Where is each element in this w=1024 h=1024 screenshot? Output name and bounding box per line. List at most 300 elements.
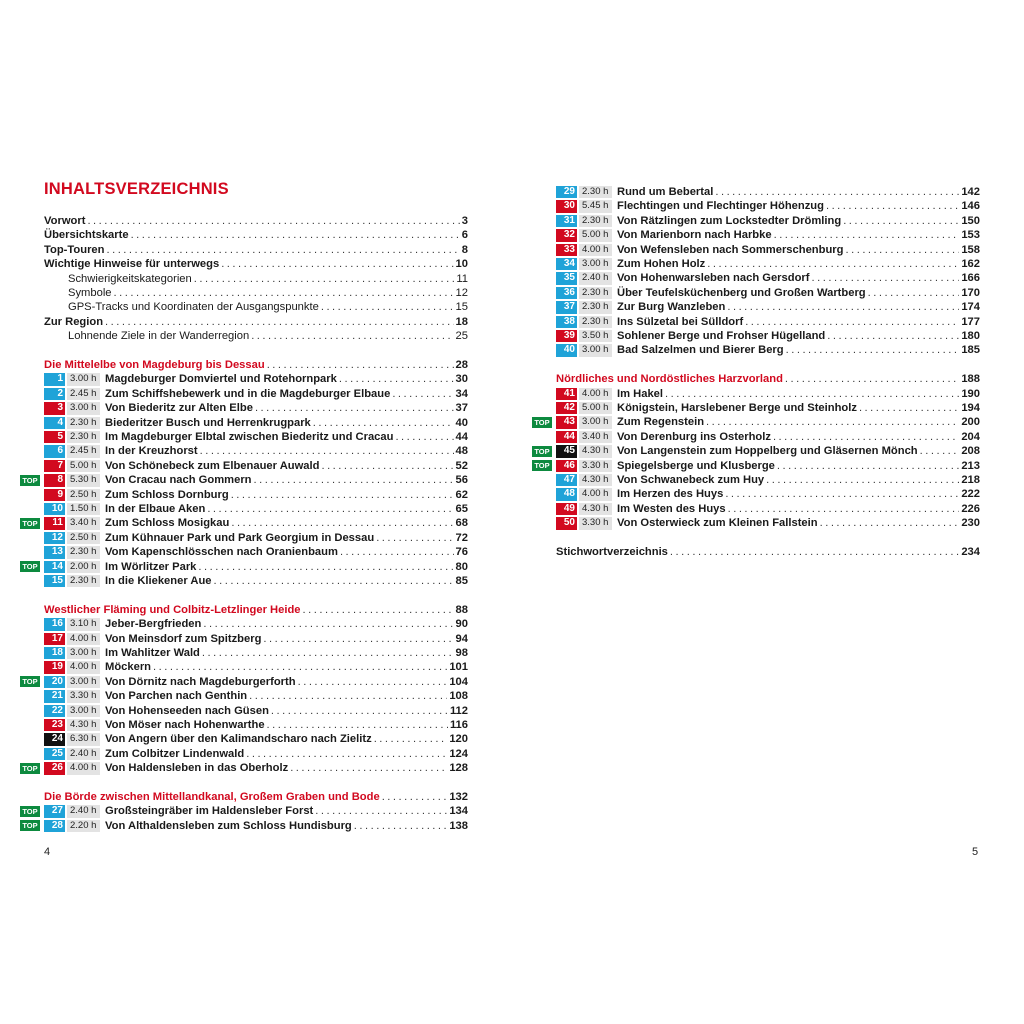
tour-duration: 2.30 h [67, 546, 100, 559]
dot-leader [766, 473, 959, 487]
toc-entry [68, 300, 468, 314]
dot-leader [249, 689, 447, 703]
dot-leader [251, 329, 453, 343]
entry-title: Von Hohenwarsleben nach Gersdorf [617, 272, 810, 285]
top-tour-badge: TOP [532, 460, 552, 471]
tour-number-badge: 20 [44, 676, 65, 689]
entry-page-number: 162 [961, 258, 980, 270]
tour-duration: 2.50 h [67, 489, 100, 502]
tour-entry [44, 488, 468, 502]
tour-number-badge: 14 [44, 561, 65, 574]
dot-leader [207, 502, 453, 516]
entry-page-number: 234 [961, 546, 980, 558]
tour-entry [44, 747, 468, 761]
dot-leader [339, 372, 454, 386]
tour-duration: 3.40 h [67, 517, 100, 530]
tour-entry [44, 718, 468, 732]
tour-number-badge: 17 [44, 633, 65, 646]
entry-page-number: 34 [455, 387, 468, 400]
top-tour-badge: TOP [20, 676, 40, 687]
entry-page-number: 132 [449, 791, 468, 803]
dot-leader [246, 747, 447, 761]
entry-page-number: 150 [961, 214, 980, 227]
tour-entry [556, 228, 980, 242]
tour-duration: 2.30 h [579, 215, 612, 228]
tour-duration: 4.00 h [67, 661, 100, 674]
entry-page-number: 108 [449, 690, 468, 703]
tour-duration: 4.30 h [67, 719, 100, 732]
tour-entry [44, 632, 468, 646]
entry-title: Von Hohenseeden nach Güsen [105, 704, 269, 717]
tour-number-badge: 18 [44, 647, 65, 660]
tour-entry [556, 214, 980, 228]
tour-entry [44, 804, 468, 818]
entry-page-number: 226 [961, 502, 980, 515]
tour-number-badge: 1 [44, 373, 65, 386]
dot-leader [203, 617, 453, 631]
dot-leader [202, 646, 454, 660]
tour-entry [556, 430, 980, 444]
tour-entry [556, 286, 980, 300]
dot-leader [920, 444, 960, 458]
tour-entry [44, 689, 468, 703]
entry-page-number: 146 [961, 200, 980, 213]
tour-number-badge: 33 [556, 244, 577, 257]
entry-title: Lohnende Ziele in der Wanderregion [68, 330, 250, 343]
entry-title: Von Schwanebeck zum Huy [617, 474, 765, 486]
dot-leader [785, 372, 959, 386]
entry-title: Zum Schiffshebewerk und in die Magdeburger Elbaue [105, 387, 391, 400]
tour-number-badge: 44 [556, 431, 577, 444]
tour-entry [556, 185, 980, 199]
entry-title: Von Parchen nach Genthin [105, 690, 248, 703]
dot-leader [263, 632, 453, 646]
entry-page-number: 218 [961, 474, 980, 486]
entry-title: In der Elbaue Aken [105, 503, 206, 515]
entry-title: Zum Hohen Holz [617, 258, 706, 270]
entry-page-number: 48 [455, 445, 468, 458]
tour-number-badge: 30 [556, 200, 577, 213]
dot-leader [665, 387, 959, 401]
dot-leader [87, 214, 459, 228]
tour-number-badge: 11 [44, 517, 65, 530]
entry-title: Bad Salzelmen und Bierer Berg [617, 344, 784, 357]
tour-entry [44, 430, 468, 444]
toc-entry [68, 329, 468, 343]
dot-leader [706, 415, 959, 429]
dot-leader [725, 487, 959, 501]
dot-leader [392, 387, 453, 401]
tour-duration: 2.50 h [67, 532, 100, 545]
entry-title: Von Angern über den Kalimandscharo nach Zielitz [105, 733, 372, 746]
tour-duration: 2.30 h [579, 186, 612, 199]
entry-title: Spiegelsberge und Klusberge [617, 459, 775, 472]
tour-duration: 2.45 h [67, 445, 100, 458]
tour-number-badge: 49 [556, 503, 577, 516]
dot-leader [859, 401, 959, 415]
tour-entry [556, 401, 980, 415]
tour-number-badge: 6 [44, 445, 65, 458]
entry-page-number: 134 [449, 805, 468, 818]
dot-leader [271, 704, 448, 718]
entry-title: Von Derenburg ins Osterholz [617, 430, 771, 443]
entry-title: Schwierigkeitskategorien [68, 272, 192, 285]
entry-page-number: 213 [961, 459, 980, 472]
entry-page-number: 40 [455, 416, 468, 429]
entry-page-number: 56 [455, 474, 468, 487]
tour-entry [44, 531, 468, 545]
section-heading [44, 790, 468, 804]
page-number-left: 4 [44, 846, 51, 858]
entry-title: Zum Kühnauer Park und Park Georgium in Dessau [105, 531, 375, 544]
dot-leader [267, 358, 454, 372]
dot-leader [786, 343, 960, 357]
tour-number-badge: 46 [556, 460, 577, 473]
entry-title: Rund um Bebertal [617, 186, 714, 198]
entry-title: Im Hakel [617, 387, 664, 400]
tour-duration: 3.30 h [67, 690, 100, 703]
tour-duration: 2.30 h [579, 287, 612, 300]
entry-title: Von Wefensleben nach Sommerschenburg [617, 243, 844, 256]
tour-number-badge: 10 [44, 503, 65, 516]
toc-entry [44, 228, 468, 242]
entry-title: Zum Schloss Mosigkau [105, 517, 230, 530]
tour-entry [44, 502, 468, 516]
tour-entry [556, 387, 980, 401]
entry-title: GPS-Tracks und Koordinaten der Ausgangspunkte [68, 301, 319, 314]
tour-entry [556, 516, 980, 530]
dot-leader [231, 488, 454, 502]
entry-page-number: 30 [455, 373, 468, 386]
dot-leader [200, 444, 454, 458]
tour-duration: 2.00 h [67, 561, 100, 574]
tour-duration: 3.50 h [579, 330, 612, 343]
tour-duration: 4.30 h [579, 474, 612, 487]
entry-title: Zum Regenstein [617, 416, 705, 429]
entry-title: Die Mittelelbe von Magdeburg bis Dessau [44, 359, 265, 371]
tour-number-badge: 37 [556, 301, 577, 314]
entry-page-number: 11 [456, 272, 468, 285]
entry-page-number: 28 [455, 359, 468, 371]
entry-title: Vom Kapenschlösschen nach Oranienbaum [105, 546, 338, 559]
entry-title: Von Möser nach Hohenwarthe [105, 719, 265, 731]
tour-number-badge: 26 [44, 762, 65, 775]
tour-duration: 3.30 h [579, 517, 612, 530]
top-tour-badge: TOP [20, 820, 40, 831]
tour-entry [44, 560, 468, 574]
tour-duration: 4.00 h [579, 244, 612, 257]
toc-entry [44, 214, 468, 228]
entry-title: Biederitzer Busch und Herrenkrugpark [105, 416, 311, 429]
entry-title: Ins Sülzetal bei Sülldorf [617, 315, 744, 328]
tour-entry [556, 459, 980, 473]
dot-leader [254, 473, 454, 487]
entry-page-number: 8 [461, 243, 468, 256]
tour-duration: 2.30 h [67, 417, 100, 430]
tour-number-badge: 5 [44, 431, 65, 444]
tour-duration: 2.45 h [67, 388, 100, 401]
entry-title: Sohlener Berge und Frohser Hügelland [617, 330, 826, 342]
tour-number-badge: 9 [44, 489, 65, 502]
tour-entry [44, 660, 468, 674]
entry-page-number: 90 [455, 618, 468, 631]
dot-leader [198, 560, 453, 574]
tour-entry [44, 732, 468, 746]
tour-duration: 4.30 h [579, 503, 612, 516]
entry-title: Zur Region [44, 315, 104, 328]
dot-leader [298, 675, 448, 689]
tour-duration: 5.00 h [67, 460, 100, 473]
entry-page-number: 204 [961, 430, 980, 443]
entry-page-number: 37 [455, 402, 468, 415]
tour-duration: 2.30 h [579, 316, 612, 329]
tour-entry [44, 516, 468, 530]
entry-title: Zur Burg Wanzleben [617, 301, 726, 314]
entry-page-number: 68 [455, 517, 468, 530]
section-heading [556, 372, 980, 386]
dot-leader [313, 416, 454, 430]
toc-entry [44, 243, 468, 257]
tour-duration: 4.30 h [579, 445, 612, 458]
tour-duration: 2.20 h [67, 820, 100, 833]
tour-duration: 2.40 h [579, 272, 612, 285]
entry-page-number: 44 [455, 431, 468, 443]
entry-title: Im Wörlitzer Park [105, 560, 197, 573]
dot-leader [315, 804, 447, 818]
entry-title: Von Dörnitz nach Magdeburgerforth [105, 675, 296, 688]
entry-page-number: 98 [455, 647, 468, 659]
tour-duration: 3.00 h [579, 344, 612, 357]
dot-leader [868, 286, 960, 300]
entry-page-number: 188 [961, 373, 980, 386]
entry-page-number: 194 [961, 402, 980, 414]
entry-page-number: 200 [961, 416, 980, 429]
tour-duration: 1.50 h [67, 503, 100, 516]
toc-entry [44, 257, 468, 271]
tour-duration: 2.30 h [67, 431, 100, 444]
entry-title: Symbole [68, 287, 112, 299]
entry-page-number: 180 [961, 330, 980, 342]
dot-leader [728, 502, 960, 516]
dot-leader [231, 516, 453, 530]
tour-number-badge: 43 [556, 416, 577, 429]
entry-title: Im Magdeburger Elbtal zwischen Biederitz und Cracau [105, 431, 394, 443]
tour-entry [44, 416, 468, 430]
dot-leader [827, 329, 959, 343]
tour-entry [556, 315, 980, 329]
tour-entry [44, 761, 468, 775]
entry-title: Von Schönebeck zum Elbenauer Auwald [105, 459, 320, 472]
entry-page-number: 177 [961, 315, 980, 328]
entry-page-number: 85 [455, 575, 468, 587]
tour-number-badge: 34 [556, 258, 577, 271]
entry-page-number: 138 [449, 819, 468, 832]
dot-leader [290, 761, 447, 775]
tour-duration: 3.10 h [67, 618, 100, 631]
tour-duration: 3.00 h [67, 402, 100, 415]
dot-leader [321, 300, 454, 314]
entry-title: Flechtingen und Flechtinger Höhenzug [617, 200, 824, 213]
top-tour-badge: TOP [532, 446, 552, 457]
tour-number-badge: 12 [44, 532, 65, 545]
entry-title: Von Biederitz zur Alten Elbe [105, 402, 253, 415]
tour-entry [556, 271, 980, 285]
tour-entry [44, 401, 468, 415]
section-heading [44, 603, 468, 617]
tour-number-badge: 32 [556, 229, 577, 242]
tour-number-badge: 36 [556, 287, 577, 300]
dot-leader [105, 315, 454, 329]
toc-title: INHALTSVERZEICHNIS [44, 180, 229, 198]
dot-leader [267, 718, 448, 732]
entry-page-number: 3 [461, 215, 468, 227]
dot-leader [774, 228, 960, 242]
tour-entry [44, 675, 468, 689]
entry-title: Magdeburger Domviertel und Rotehornpark [105, 373, 337, 386]
tour-entry [556, 300, 980, 314]
entry-page-number: 94 [455, 632, 468, 645]
dot-leader [321, 459, 453, 473]
tour-number-badge: 48 [556, 488, 577, 501]
tour-number-badge: 23 [44, 719, 65, 732]
entry-title: Von Cracau nach Gommern [105, 474, 252, 487]
tour-entry [44, 646, 468, 660]
dot-leader [727, 300, 959, 314]
tour-number-badge: 15 [44, 575, 65, 588]
entry-page-number: 174 [961, 301, 980, 314]
tour-entry [44, 545, 468, 559]
tour-entry [44, 819, 468, 833]
top-tour-badge: TOP [20, 806, 40, 817]
entry-title: Möckern [105, 661, 152, 674]
tour-entry [556, 343, 980, 357]
toc-entry [556, 545, 980, 559]
entry-title: In der Kreuzhorst [105, 445, 198, 458]
tour-entry [44, 617, 468, 631]
tour-duration: 5.00 h [579, 402, 612, 415]
entry-page-number: 124 [449, 747, 468, 760]
tour-number-badge: 39 [556, 330, 577, 343]
tour-duration: 3.00 h [579, 258, 612, 271]
entry-title: Im Herzen des Huys [617, 488, 724, 501]
tour-number-badge: 2 [44, 388, 65, 401]
tour-entry [556, 329, 980, 343]
tour-number-badge: 13 [44, 546, 65, 559]
entry-title: Von Osterwieck zum Kleinen Fallstein [617, 517, 818, 530]
tour-number-badge: 35 [556, 272, 577, 285]
top-tour-badge: TOP [20, 475, 40, 486]
tour-entry [556, 444, 980, 458]
tour-duration: 3.30 h [579, 460, 612, 473]
entry-page-number: 153 [961, 229, 980, 242]
dot-leader [303, 603, 454, 617]
entry-title: Im Wahlitzer Wald [105, 647, 200, 659]
tour-number-badge: 24 [44, 733, 65, 746]
entry-title: Von Haldensleben in das Oberholz [105, 762, 289, 775]
dot-leader [773, 430, 959, 444]
entry-page-number: 128 [449, 762, 468, 775]
tour-number-badge: 41 [556, 388, 577, 401]
entry-page-number: 6 [461, 229, 468, 242]
dot-leader [670, 545, 959, 559]
tour-duration: 3.00 h [67, 373, 100, 386]
tour-entry [556, 243, 980, 257]
entry-page-number: 142 [961, 186, 980, 198]
dot-leader [221, 257, 453, 271]
entry-page-number: 104 [449, 675, 468, 688]
tour-entry [44, 473, 468, 487]
entry-page-number: 65 [455, 503, 468, 515]
tour-duration: 4.00 h [579, 488, 612, 501]
section-heading [44, 358, 468, 372]
entry-page-number: 120 [449, 733, 468, 746]
tour-number-badge: 19 [44, 661, 65, 674]
tour-duration: 3.40 h [579, 431, 612, 444]
dot-leader [214, 574, 454, 588]
tour-duration: 5.30 h [67, 474, 100, 487]
tour-number-badge: 22 [44, 705, 65, 718]
tour-number-badge: 8 [44, 474, 65, 487]
entry-page-number: 72 [455, 531, 468, 544]
tour-duration: 3.00 h [67, 676, 100, 689]
entry-title: Übersichtskarte [44, 229, 129, 242]
entry-page-number: 101 [449, 661, 468, 674]
dot-leader [812, 271, 960, 285]
dot-leader [707, 257, 959, 271]
tour-entry [44, 444, 468, 458]
tour-number-badge: 40 [556, 344, 577, 357]
tour-duration: 4.00 h [67, 762, 100, 775]
entry-title: Stichwortverzeichnis [556, 546, 668, 558]
dot-leader [354, 819, 448, 833]
entry-page-number: 80 [455, 560, 468, 573]
tour-number-badge: 29 [556, 186, 577, 199]
dot-leader [131, 228, 460, 242]
dot-leader [114, 286, 454, 300]
entry-page-number: 166 [961, 272, 980, 285]
top-tour-badge: TOP [20, 561, 40, 572]
entry-title: Königstein, Harslebener Berge und Steinholz [617, 402, 857, 414]
dot-leader [395, 430, 453, 444]
entry-title: Vorwort [44, 215, 86, 227]
entry-title: In die Kliekener Aue [105, 575, 212, 587]
top-tour-badge: TOP [532, 417, 552, 428]
tour-entry [44, 704, 468, 718]
tour-entry [44, 459, 468, 473]
entry-title: Top-Touren [44, 243, 105, 256]
entry-title: Großsteingräber im Haldensleber Forst [105, 805, 314, 818]
tour-entry [556, 487, 980, 501]
entry-page-number: 25 [455, 330, 468, 343]
dot-leader [846, 243, 960, 257]
dot-leader [382, 790, 448, 804]
entry-page-number: 230 [961, 517, 980, 530]
tour-duration: 4.00 h [67, 633, 100, 646]
entry-title: Von Meinsdorf zum Spitzberg [105, 632, 262, 645]
entry-title: Zum Schloss Dornburg [105, 488, 229, 501]
entry-page-number: 12 [455, 287, 468, 299]
tour-duration: 3.00 h [579, 416, 612, 429]
entry-title: Im Westen des Huys [617, 502, 726, 515]
dot-leader [820, 516, 960, 530]
entry-page-number: 15 [455, 301, 468, 314]
dot-leader [745, 315, 959, 329]
tour-duration: 6.30 h [67, 733, 100, 746]
entry-page-number: 185 [961, 344, 980, 357]
entry-page-number: 62 [455, 488, 468, 501]
entry-page-number: 88 [455, 603, 468, 616]
tour-duration: 2.40 h [67, 805, 100, 818]
